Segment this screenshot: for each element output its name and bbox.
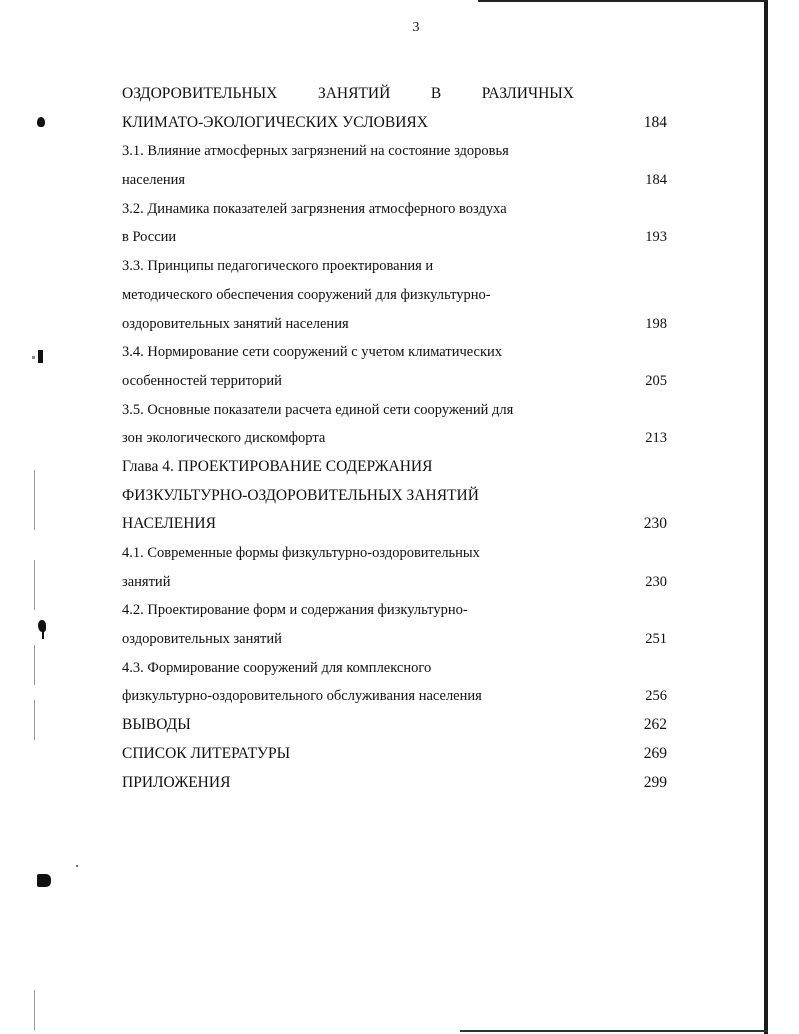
toc-line (122, 166, 667, 195)
toc-line (122, 310, 667, 339)
toc-line (122, 625, 667, 654)
toc-line (122, 711, 667, 740)
toc-word: РАЗЛИЧНЫХ (481, 85, 574, 102)
toc-line (122, 252, 667, 281)
toc-line (122, 338, 667, 367)
toc-line-text: 3.2. Динамика показателей загрязнения атмосферного воздуха (122, 200, 507, 217)
toc-word: ОЗДОРОВИТЕЛЬНЫХ (122, 85, 278, 102)
scan-line (34, 560, 35, 610)
toc-page: 193 (645, 229, 667, 246)
toc-line (122, 424, 667, 453)
toc-line-text: оздоровительных занятий (122, 631, 282, 648)
toc-line (122, 682, 667, 711)
binding-hole-mark (37, 117, 45, 127)
toc-line (122, 137, 667, 166)
toc-word: В (430, 85, 442, 102)
toc-page: 256 (645, 688, 667, 705)
toc-line-text: зон экологического дискомфорта (122, 430, 326, 447)
scan-speck (32, 356, 35, 359)
scan-edge-bottom (460, 1030, 768, 1032)
toc-line-text: физкультурно-оздоровительного обслуживания населения (122, 688, 482, 705)
binding-hole-mark (38, 350, 43, 363)
scan-line (34, 990, 35, 1030)
toc-line-text: 3.3. Принципы педагогического проектирования и (122, 258, 434, 275)
toc-line-text (122, 80, 574, 109)
toc-line (122, 769, 667, 798)
page-number: 3 (412, 20, 420, 35)
toc-line-text: занятий (122, 573, 171, 590)
toc-page: 230 (643, 515, 667, 533)
toc-word: ЗАНЯТИЙ (317, 85, 391, 102)
toc-line-text: 3.4. Нормирование сети сооружений с учетом климатических (122, 344, 503, 361)
toc-line-text: в России (122, 229, 177, 246)
toc-page: 184 (643, 113, 667, 131)
toc-page: 299 (643, 773, 667, 791)
toc-line-text: СПИСОК ЛИТЕРАТУРЫ (122, 744, 291, 762)
toc-line-text: оздоровительных занятий населения (122, 315, 349, 332)
toc-page: 205 (645, 372, 667, 389)
toc-line-text: 4.3. Формирование сооружений для комплексного (122, 659, 432, 676)
toc-page: 269 (643, 744, 667, 762)
toc-line (122, 510, 667, 539)
toc-line-text: Глава 4. ПРОЕКТИРОВАНИЕ СОДЕРЖАНИЯ (122, 457, 433, 475)
toc-line-text: ВЫВОДЫ (122, 716, 191, 734)
toc-line-text: ФИЗКУЛЬТУРНО-ОЗДОРОВИТЕЛЬНЫХ ЗАНЯТИЙ (122, 486, 479, 504)
toc-line (122, 109, 667, 138)
toc-page: 262 (643, 716, 667, 734)
toc-line-text: 3.1. Влияние атмосферных загрязнений на состояние здоровья (122, 143, 509, 160)
binding-hole-mark (37, 874, 51, 887)
table-of-contents (122, 80, 667, 797)
toc-page: 230 (645, 573, 667, 590)
toc-line (122, 654, 667, 683)
scan-line (34, 645, 35, 685)
scan-line (34, 700, 35, 740)
toc-line (122, 80, 667, 109)
toc-line (122, 568, 667, 597)
toc-line (122, 281, 667, 310)
toc-line-text: НАСЕЛЕНИЯ (122, 515, 216, 533)
toc-line (122, 482, 667, 511)
toc-line (122, 195, 667, 224)
toc-line (122, 453, 667, 482)
toc-line-text: особенностей территорий (122, 372, 282, 389)
scan-speck (76, 865, 78, 867)
toc-line-text: населения (122, 172, 186, 189)
toc-line (122, 539, 667, 568)
toc-page: 213 (645, 430, 667, 447)
toc-line (122, 396, 667, 425)
toc-line-text: КЛИМАТО-ЭКОЛОГИЧЕСКИХ УСЛОВИЯХ (122, 113, 428, 131)
binding-hole-mark (42, 630, 44, 639)
toc-line (122, 596, 667, 625)
toc-line (122, 367, 667, 396)
scan-edge-top (478, 0, 768, 2)
toc-line-text: ПРИЛОЖЕНИЯ (122, 773, 231, 791)
toc-page: 251 (645, 631, 667, 648)
toc-line-text: 3.5. Основные показатели расчета единой сети сооружений для (122, 401, 514, 418)
toc-line (122, 223, 667, 252)
scan-edge-right (764, 0, 768, 1034)
toc-line-text: 4.1. Современные формы физкультурно-оздоровительных (122, 545, 480, 561)
toc-page: 184 (645, 172, 667, 189)
toc-line-text: 4.2. Проектирование форм и содержания физкультурно- (122, 602, 468, 619)
toc-page: 198 (645, 315, 667, 332)
toc-line (122, 740, 667, 769)
toc-line-text: методического обеспечения сооружений для физкультурно- (122, 286, 491, 303)
scan-line (34, 470, 35, 530)
